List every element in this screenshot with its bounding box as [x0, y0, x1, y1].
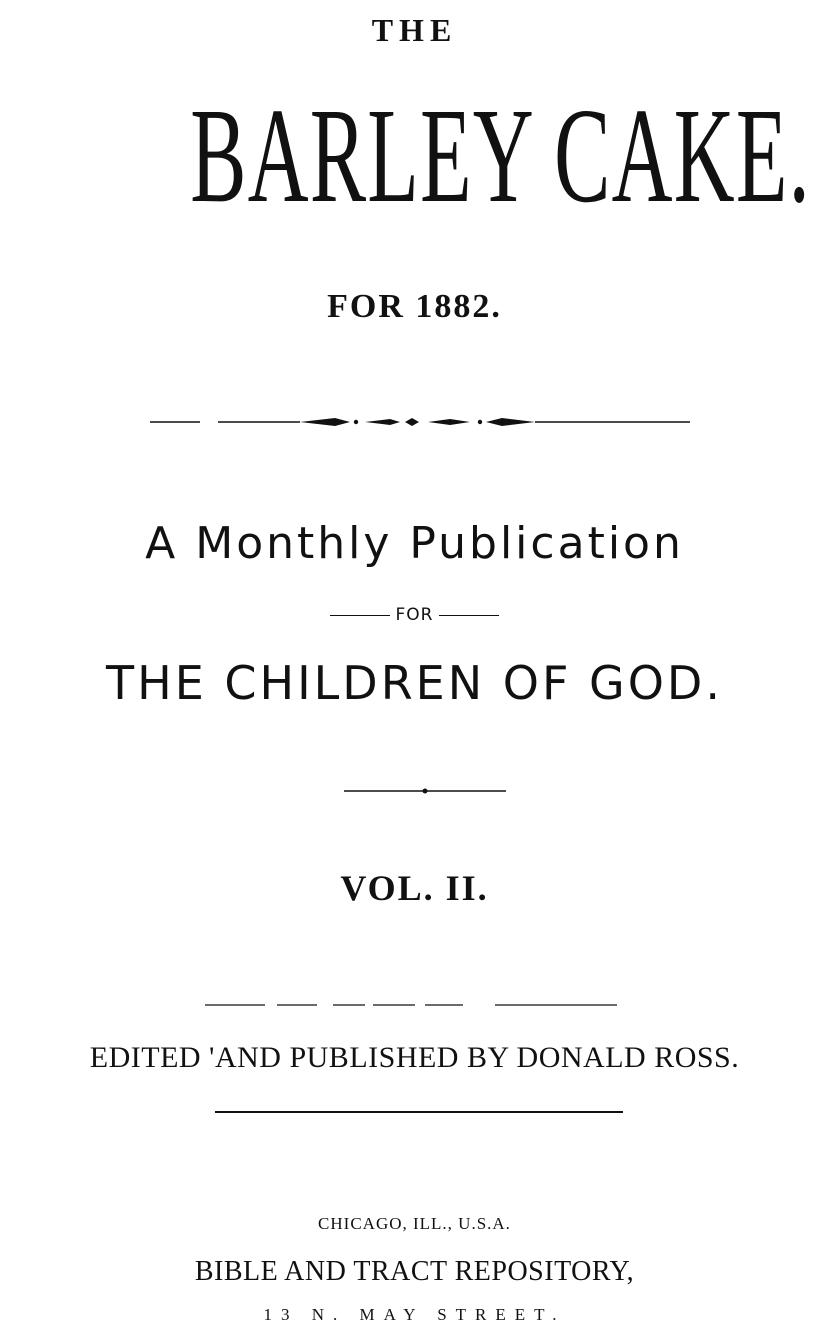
imprint-city: CHICAGO, ILL., U.S.A. — [318, 1214, 511, 1233]
for-word: FOR — [395, 605, 434, 625]
audience-line: THE CHILDREN OF GOD. — [106, 656, 723, 710]
editor-line: EDITED 'AND PUBLISHED BY DONALD ROSS. — [89, 1041, 740, 1074]
imprint-publisher: BIBLE AND TRACT REPOSITORY, — [194, 1256, 635, 1287]
publication-title-text: BARLEY CAKE. — [190, 81, 811, 231]
for-connector — [0, 607, 829, 624]
publication-title — [0, 81, 829, 231]
year-line: FOR 1882. — [327, 288, 502, 325]
title-article: THE — [371, 12, 458, 48]
short-dotted-rule — [344, 784, 506, 798]
ornamental-rule — [150, 414, 690, 430]
dash-right — [439, 615, 499, 616]
imprint-address: 13 N. MAY STREET. — [263, 1305, 566, 1324]
dashed-rule — [205, 1000, 617, 1010]
volume-line: VOL. II. — [340, 868, 489, 908]
editor-underline — [215, 1111, 623, 1113]
subtitle: A Monthly Publication — [145, 518, 684, 569]
dash-left — [330, 615, 390, 616]
